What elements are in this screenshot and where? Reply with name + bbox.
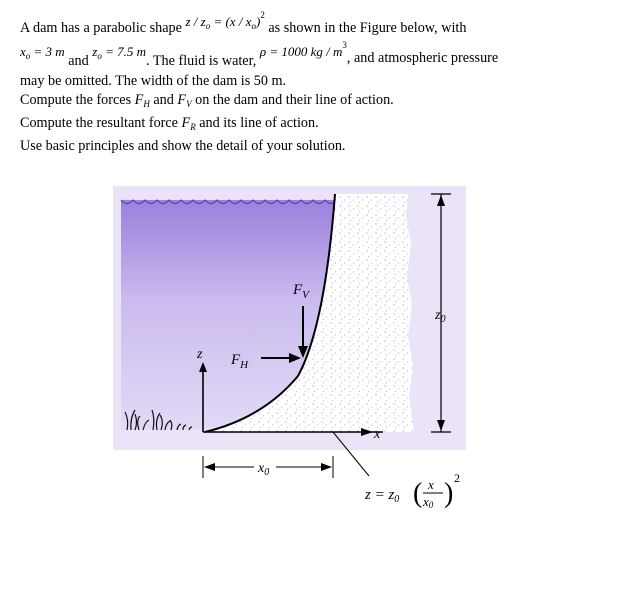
svg-text:2: 2 (454, 471, 460, 485)
fh-label: $F_H$ (231, 352, 249, 371)
x0-value: $x_o = 3$ m (20, 44, 65, 61)
z0-label: $z_0$ (435, 308, 446, 325)
text-segment: as shown in the Figure below, with (268, 20, 467, 36)
problem-line-2 (20, 42, 620, 72)
svg-text:x: x (428, 477, 434, 492)
dam-figure (113, 186, 473, 516)
dam-diagram (113, 186, 473, 516)
z-axis-label: z (197, 347, 203, 362)
shape-equation: $z / z_o = (x / x_o)^2$ (185, 10, 265, 31)
text-segment: A dam has a parabolic shape (20, 20, 182, 36)
svg-text:x0: x0 (423, 494, 434, 510)
x0-label: $x_0$ (258, 461, 270, 478)
density-value: ρ = 1000 kg / $m^3$ (259, 40, 347, 59)
svg-text:(: ( (413, 478, 423, 509)
x0-arrowhead-right (321, 463, 332, 471)
shape-equation-label (364, 471, 460, 510)
problem-line-5: Compute the resultant force $F_R$ and its line of action. (20, 115, 319, 132)
text-segment: , and atmospheric pressure (346, 50, 499, 66)
fv-label: $F_V$ (293, 282, 309, 301)
z0-value: $z_o = 7.5$ m (92, 44, 147, 61)
text-segment: . The fluid is water, (146, 53, 257, 69)
svg-text:): ) (444, 478, 454, 509)
svg-text:z = z0: $z = z_0$ (365, 487, 400, 505)
x0-arrowhead-left (204, 463, 215, 471)
problem-statement (20, 12, 620, 156)
problem-line-6: Use basic principles and show the detail of your solution. (20, 138, 346, 154)
problem-line-3: may be omitted. The width of the dam is 50 m. (20, 73, 287, 89)
problem-line-4: Compute the forces $F_H$ and $F_V$ on the dam and their line of action. (20, 92, 394, 109)
x-axis-label: x (374, 427, 381, 442)
text-segment: and (64, 53, 93, 69)
problem-line-1 (20, 12, 620, 42)
